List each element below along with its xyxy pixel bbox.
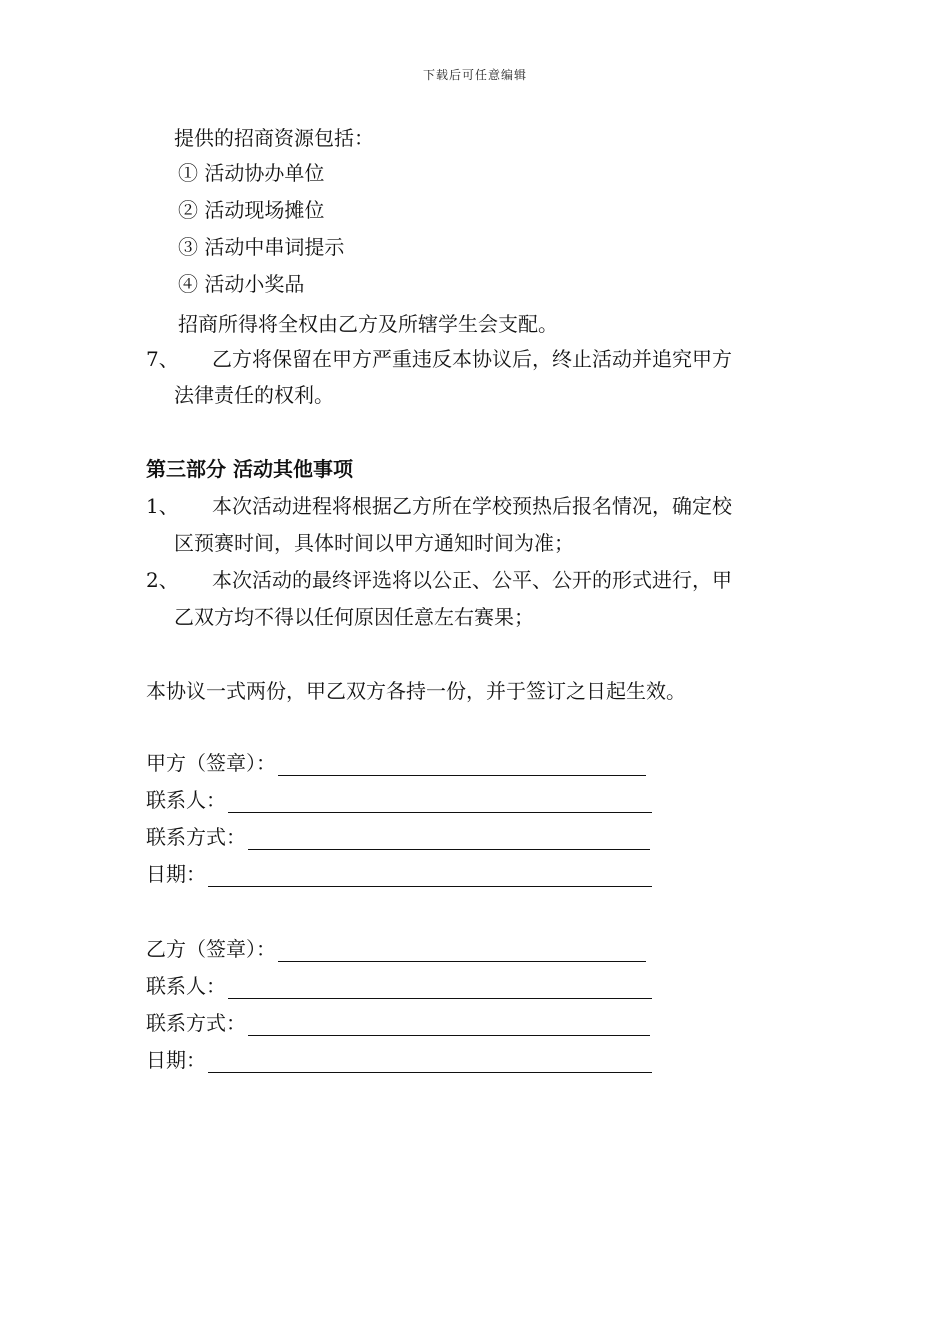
party-b-method-row bbox=[146, 1010, 650, 1036]
party-b-method-label: 联系方式： bbox=[146, 1011, 246, 1035]
party-a-method-row bbox=[146, 824, 650, 850]
party-a-date-label: 日期： bbox=[146, 862, 206, 886]
party-a-contact-row bbox=[146, 787, 652, 813]
party-a-sign-row bbox=[146, 750, 646, 776]
clause-text: 区预赛时间，具体时间以甲方通知时间为准； bbox=[174, 531, 574, 555]
party-b-sign-field[interactable] bbox=[278, 941, 646, 962]
clause-text: 乙双方均不得以任何原因任意左右赛果； bbox=[174, 605, 534, 629]
party-b-method-field[interactable] bbox=[248, 1015, 650, 1036]
party-a-contact-field[interactable] bbox=[228, 792, 652, 813]
resource-item: ③ 活动中串词提示 bbox=[178, 235, 345, 259]
party-a-method-field[interactable] bbox=[248, 829, 650, 850]
resource-item: ② 活动现场摊位 bbox=[178, 198, 325, 222]
clause-text: 本次活动的最终评选将以公正、公平、公开的形式进行，甲 bbox=[212, 568, 732, 592]
party-b-contact-row bbox=[146, 973, 652, 999]
clause-text: 乙方将保留在甲方严重违反本协议后，终止活动并追究甲方 bbox=[212, 347, 732, 371]
party-a-sign-label: 甲方（签章）： bbox=[146, 751, 276, 775]
resources-closing: 招商所得将全权由乙方及所辖学生会支配。 bbox=[178, 312, 558, 336]
clause-number: 2、 bbox=[146, 568, 179, 592]
party-b-date-row bbox=[146, 1047, 652, 1073]
resources-intro: 提供的招商资源包括： bbox=[174, 126, 374, 150]
clause-number: 7、 bbox=[146, 347, 179, 371]
party-a-date-field[interactable] bbox=[208, 866, 652, 887]
header-note: 下载后可任意编辑 bbox=[422, 68, 527, 82]
party-a-contact-label: 联系人： bbox=[146, 788, 226, 812]
party-a-sign-field[interactable] bbox=[278, 755, 646, 776]
clause-number: 1、 bbox=[146, 494, 179, 518]
party-a-date-row bbox=[146, 861, 652, 887]
party-b-sign-label: 乙方（签章）： bbox=[146, 937, 276, 961]
resource-item: ④ 活动小奖品 bbox=[178, 272, 305, 296]
clause-text: 本次活动进程将根据乙方所在学校预热后报名情况，确定校 bbox=[212, 494, 732, 518]
party-b-contact-field[interactable] bbox=[228, 978, 652, 999]
section-title: 第三部分 活动其他事项 bbox=[146, 457, 353, 481]
party-b-sign-row bbox=[146, 936, 646, 962]
clause-text: 法律责任的权利。 bbox=[174, 383, 334, 407]
party-b-date-field[interactable] bbox=[208, 1052, 652, 1073]
party-b-date-label: 日期： bbox=[146, 1048, 206, 1072]
resource-item: ① 活动协办单位 bbox=[178, 161, 325, 185]
party-b-contact-label: 联系人： bbox=[146, 974, 226, 998]
party-a-method-label: 联系方式： bbox=[146, 825, 246, 849]
effect-statement: 本协议一式两份，甲乙双方各持一份，并于签订之日起生效。 bbox=[146, 679, 686, 703]
